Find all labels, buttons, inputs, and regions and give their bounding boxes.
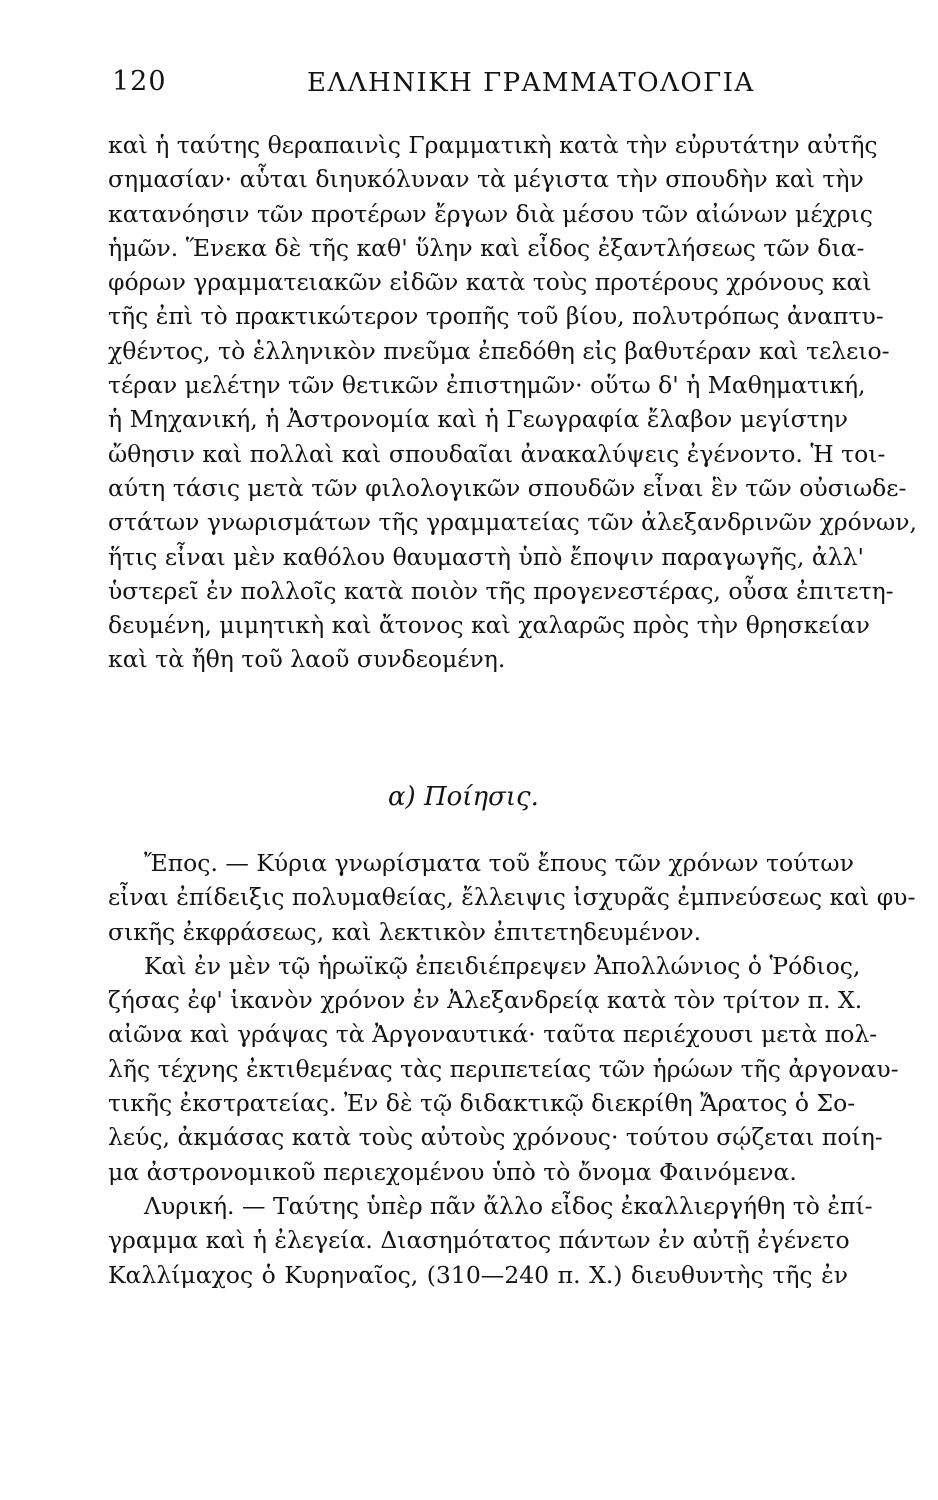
text-line: σημασίαν· αὗται διηυκόλυναν τὰ μέγιστα τὴν σπουδὴν καὶ τὴν	[108, 165, 864, 194]
running-title: ΕΛΛΗΝΙΚΗ ΓΡΑΜΜΑΤΟΛΟΓΙΑ	[307, 68, 755, 98]
text-line: τικῆς ἐκστρατείας. Ἐν δὲ τῷ διδακτικῷ διεκρίθη Ἄρατος ὁ Σο-	[108, 1089, 856, 1118]
text-line: φόρων γραμματειακῶν εἰδῶν κατὰ τοὺς προτέρους χρόνους καὶ	[108, 268, 872, 297]
text-line: Καὶ ἐν μὲν τῷ ἡρωϊκῷ ἐπειδιέπρεψεν Ἀπολλώνιος ὁ Ῥόδιος,	[144, 951, 861, 980]
text-line: Ἔπος. — Κύρια γνωρίσματα τοῦ ἔπους τῶν χρόνων τούτων	[144, 849, 854, 877]
text-line: ἡμῶν. Ἕνεκα δὲ τῆς καθ' ὕλην καὶ εἶδος ἐξαντλήσεως τῶν δια-	[108, 233, 865, 262]
text-line: καὶ ἡ ταύτης θεραπαινὶς Γραμματικὴ κατὰ τὴν εὐρυτάτην αὐτῆς	[108, 131, 878, 159]
text-line: καὶ τὰ ἤθη τοῦ λαοῦ συνδεομένη.	[108, 645, 506, 674]
text-line: ἥτις εἶναι μὲν καθόλου θαυμαστὴ ὑπὸ ἔποψιν παραγωγῆς, ἀλλ'	[108, 542, 864, 571]
page-header	[112, 66, 852, 106]
text-line: ζήσας ἐφ' ἱκανὸν χρόνον ἐν Ἀλεξανδρείᾳ κατὰ τὸν τρίτον π. Χ.	[108, 986, 863, 1015]
paragraph-epos	[108, 846, 916, 949]
text-line: σικῆς ἐκφράσεως, καὶ λεκτικὸν ἐπιτετηδευμένον.	[108, 917, 702, 946]
text-line: τέραν μελέτην τῶν θετικῶν ἐπιστημῶν· οὕτω δ' ἡ Μαθηματική,	[108, 371, 866, 400]
section-heading: α) Ποίησις.	[388, 782, 539, 812]
page-number: 120	[112, 66, 167, 97]
text-line: ὑστερεῖ ἐν πολλοῖς κατὰ ποιὸν τῆς προγενεστέρας, οὖσα ἐπιτετη-	[108, 576, 894, 605]
paragraphs-after-heading	[108, 846, 916, 1292]
paragraph-lyrike	[108, 1189, 873, 1292]
text-line: αἰῶνα καὶ γράψας τὰ Ἀργοναυτικά· ταῦτα περιέχουσι μετὰ πολ-	[108, 1020, 878, 1049]
text-line: Καλλίμαχος ὁ Κυρηναῖος, (310—240 π. Χ.) διευθυντὴς τῆς ἐν	[108, 1260, 848, 1289]
text-line: μα ἀστρονομικοῦ περιεχομένου ὑπὸ τὸ ὄνομα Φαινόμενα.	[108, 1157, 797, 1186]
paragraph-1	[108, 128, 917, 677]
text-line: κατανόησιν τῶν προτέρων ἔργων διὰ μέσου τῶν αἰώνων μέχρις	[108, 199, 873, 228]
text-line: ὤθησιν καὶ πολλαὶ καὶ σπουδαῖαι ἀνακαλύψεις ἐγένοντο. Ἡ τοι-	[108, 439, 886, 468]
text-line: ἡ Μηχανική, ἡ Ἀστρονομία καὶ ἡ Γεωγραφία ἔλαβον μεγίστην	[108, 405, 848, 434]
text-line: στάτων γνωρισμάτων τῆς γραμματείας τῶν ἀλεξανδρινῶν χρόνων,	[108, 508, 917, 537]
text-line: Λυρική. — Ταύτης ὑπὲρ πᾶν ἄλλο εἶδος ἐκαλλιεργήθη τὸ ἐπί-	[144, 1191, 873, 1220]
text-line: χθέντος, τὸ ἑλληνικὸν πνεῦμα ἐπεδόθη εἰς βαθυτέραν καὶ τελειο-	[108, 336, 890, 365]
text-line: τῆς ἐπὶ τὸ πρακτικώτερον τροπῆς τοῦ βίου, πολυτρόπως ἀναπτυ-	[108, 302, 884, 331]
text-line: δευμένη, μιμητικὴ καὶ ἄτονος καὶ χαλαρῶς πρὸς τὴν θρησκείαν	[108, 611, 870, 640]
text-line: αύτη τάσις μετὰ τῶν φιλολογικῶν σπουδῶν εἶναι ἓν τῶν οὐσιωδε-	[108, 473, 907, 502]
text-line: γραμμα καὶ ἡ ἐλεγεία. Διασημότατος πάντων ἐν αὐτῇ ἐγένετο	[108, 1226, 850, 1255]
paragraph-apollonios	[108, 949, 899, 1189]
text-line: λεύς, ἀκμάσας κατὰ τοὺς αὐτοὺς χρόνους· τούτου σῴζεται ποίη-	[108, 1123, 883, 1152]
text-line: λῆς τέχνης ἐκτιθεμένας τὰς περιπετείας τῶν ἡρώων τῆς ἀργοναυ-	[108, 1054, 899, 1083]
text-line: εἶναι ἐπίδειξις πολυμαθείας, ἔλλειψις ἰσχυρᾶς ἐμπνεύσεως καὶ φυ-	[108, 883, 916, 912]
